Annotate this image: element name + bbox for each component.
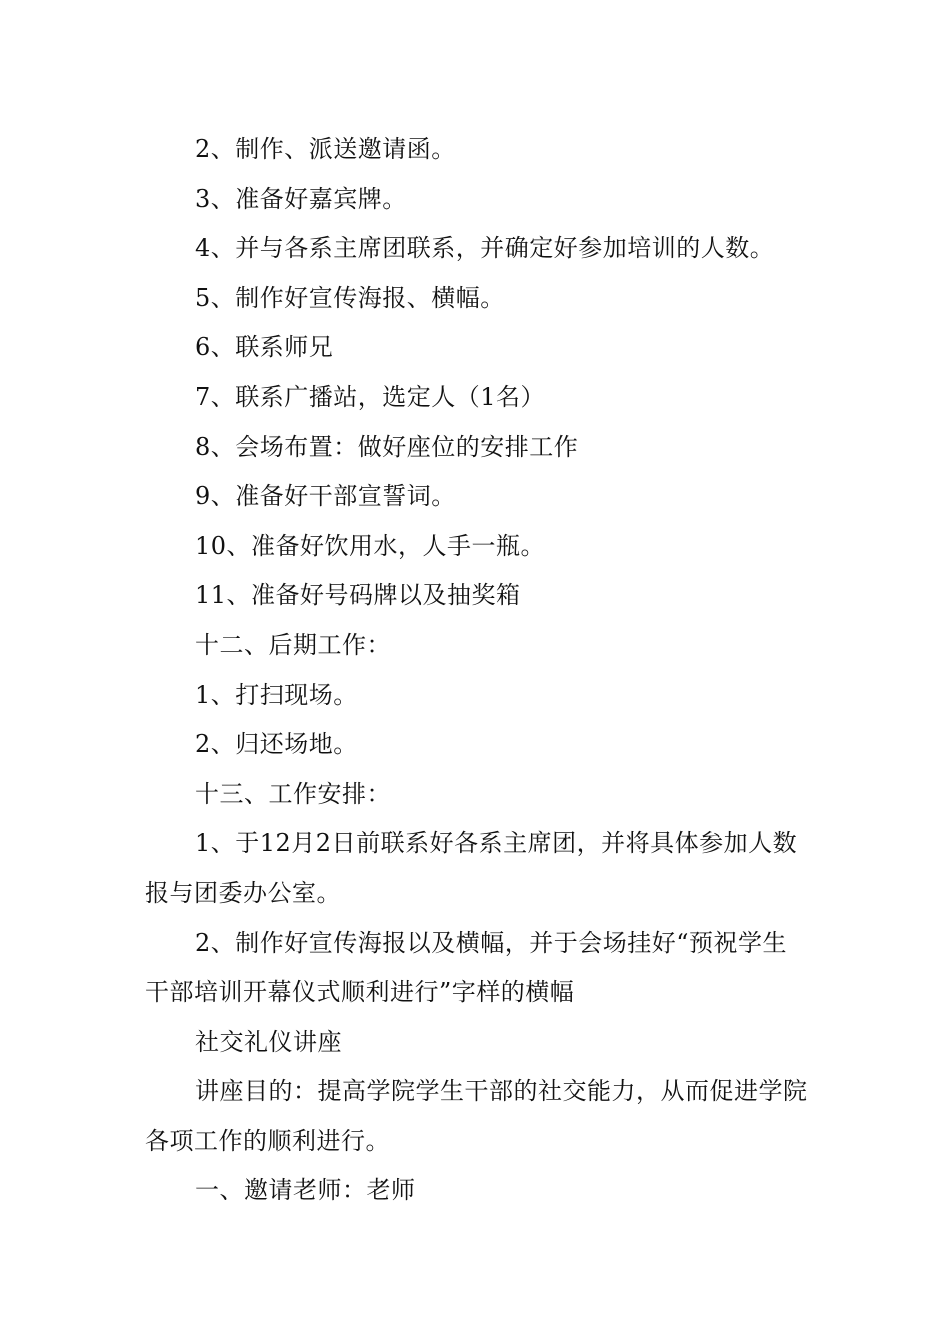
- lecture-title: 社交礼仪讲座: [195, 1027, 342, 1056]
- document-body: [145, 125, 810, 1216]
- section-heading-post-work: 十二、后期工作：: [195, 630, 391, 659]
- paragraph-item-10: 10、准备好饮用水，人手一瓶。: [195, 531, 546, 560]
- paragraph-item-7: 7、联系广播站，选定人（1名）: [195, 382, 546, 411]
- paragraph-item-6: 6、联系师兄: [195, 333, 334, 362]
- paragraph-item-3: 3、准备好嘉宾牌。: [195, 184, 407, 213]
- invite-teacher: 一、邀请老师：老师: [195, 1176, 416, 1205]
- paragraph-cleanup: 1、打扫现场。: [195, 680, 358, 709]
- paragraph-item-4: 4、并与各系主席团联系，并确定好参加培训的人数。: [195, 234, 775, 263]
- paragraph-item-5: 5、制作好宣传海报、横幅。: [195, 283, 505, 312]
- paragraph-item-2: 2、制作、派送邀请函。: [195, 135, 456, 163]
- paragraph-item-11: 11、准备好号码牌以及抽奖箱: [195, 581, 521, 610]
- paragraph-item-9: 9、准备好干部宣誓词。: [195, 482, 456, 511]
- paragraph-contact-presidium: 1、于12月2日前联系好各系主席团，并将具体参加人数报与团委办公室。: [145, 829, 798, 907]
- paragraph-return-venue: 2、归还场地。: [195, 730, 358, 759]
- paragraph-banner: 2、制作好宣传海报以及横幅，并于会场挂好“预祝学生干部培训开幕仪式顺利进行”字样的横幅: [145, 928, 788, 1007]
- section-heading-work-arrangement: 十三、工作安排：: [195, 779, 391, 808]
- paragraph-item-8: 8、会场布置：做好座位的安排工作: [195, 432, 579, 461]
- lecture-purpose: 讲座目的：提高学院学生干部的社交能力，从而促进学院各项工作的顺利进行。: [145, 1077, 808, 1155]
